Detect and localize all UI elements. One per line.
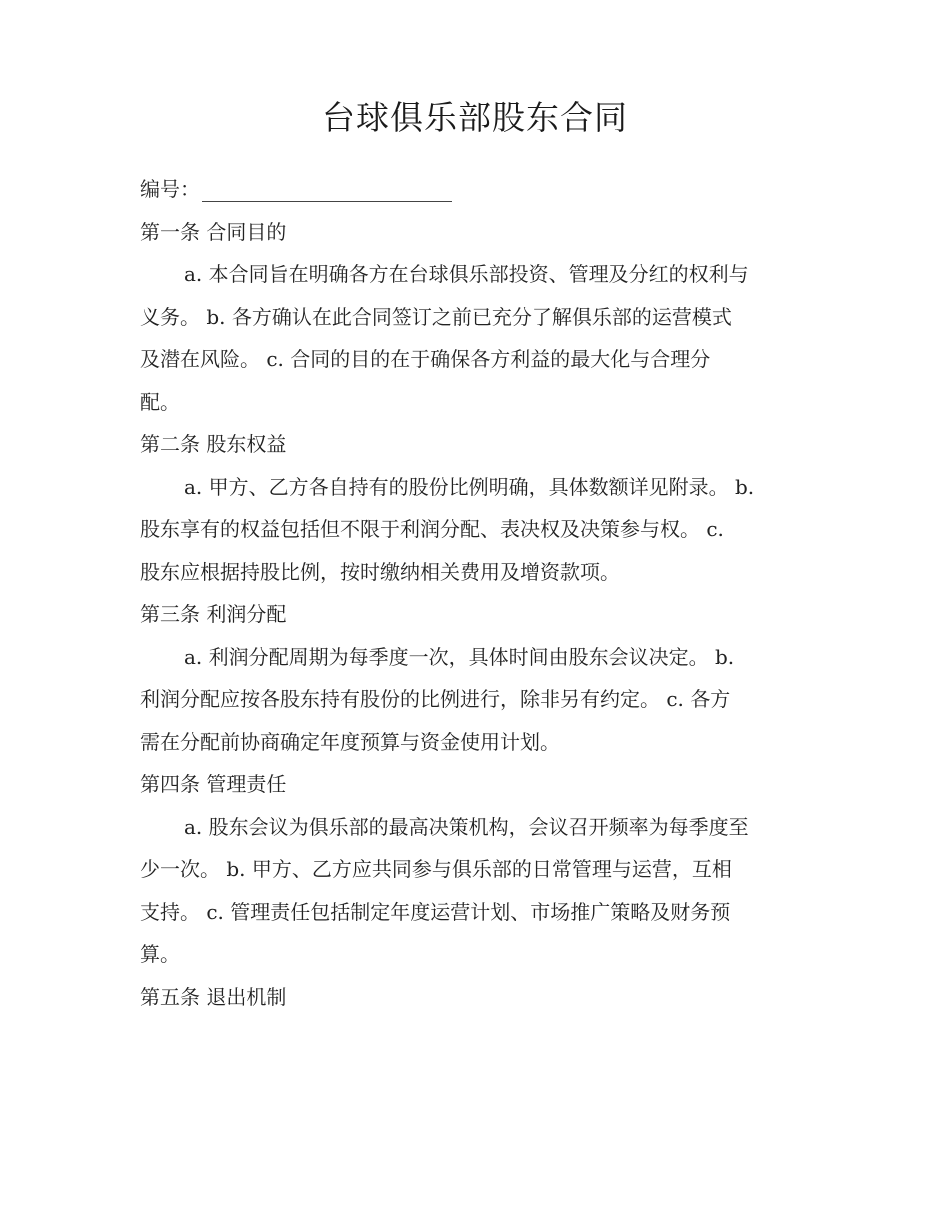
- section-heading-1: 第一条 合同目的: [140, 219, 287, 244]
- section-heading-4: 第四条 管理责任: [140, 772, 287, 796]
- document-title: 台球俱乐部股东合同: [322, 98, 628, 137]
- section-2-line-1: a. 甲方、乙方各自持有的股份比例明确，具体数额详见附录。 b.: [184, 474, 755, 499]
- section-1-line-4: 配。: [140, 389, 180, 414]
- section-3-line-1: a. 利润分配周期为每季度一次，具体时间由股东会议决定。 b.: [184, 644, 735, 669]
- section-4-line-1: a. 股东会议为俱乐部的最高决策机构，会议召开频率为每季度至: [184, 814, 749, 839]
- section-4-line-4: 算。: [140, 942, 180, 966]
- section-heading-2: 第二条 股东权益: [140, 432, 287, 456]
- section-3-line-3: 需在分配前协商确定年度预算与资金使用计划。: [140, 729, 560, 754]
- section-4-line-2: 少一次。 b. 甲方、乙方应共同参与俱乐部的日常管理与运营，互相: [140, 857, 732, 881]
- contract-number-blank[interactable]: [202, 179, 452, 202]
- document-body: [140, 168, 820, 1018]
- section-heading-3: 第三条 利润分配: [140, 602, 287, 626]
- contract-number-line: [140, 168, 820, 211]
- section-2-line-3: 股东应根据持股比例，按时缴纳相关费用及增资款项。: [140, 559, 620, 584]
- section-1-line-3: 及潜在风险。 c. 合同的目的在于确保各方利益的最大化与合理分: [140, 347, 711, 371]
- section-1-line-1: a. 本合同旨在明确各方在台球俱乐部投资、管理及分红的权利与: [184, 262, 749, 286]
- section-4-line-3: 支持。 c. 管理责任包括制定年度运营计划、市场推广策略及财务预: [140, 899, 731, 924]
- section-heading-5: 第五条 退出机制: [140, 984, 287, 1009]
- section-3-line-2: 利润分配应按各股东持有股份的比例进行，除非另有约定。 c. 各方: [140, 687, 731, 711]
- section-1-line-2: 义务。 b. 各方确认在此合同签订之前已充分了解俱乐部的运营模式: [140, 304, 732, 329]
- contract-number-label: 编号：: [140, 177, 200, 201]
- section-2-line-2: 股东享有的权益包括但不限于利润分配、表决权及决策参与权。 c.: [140, 517, 724, 541]
